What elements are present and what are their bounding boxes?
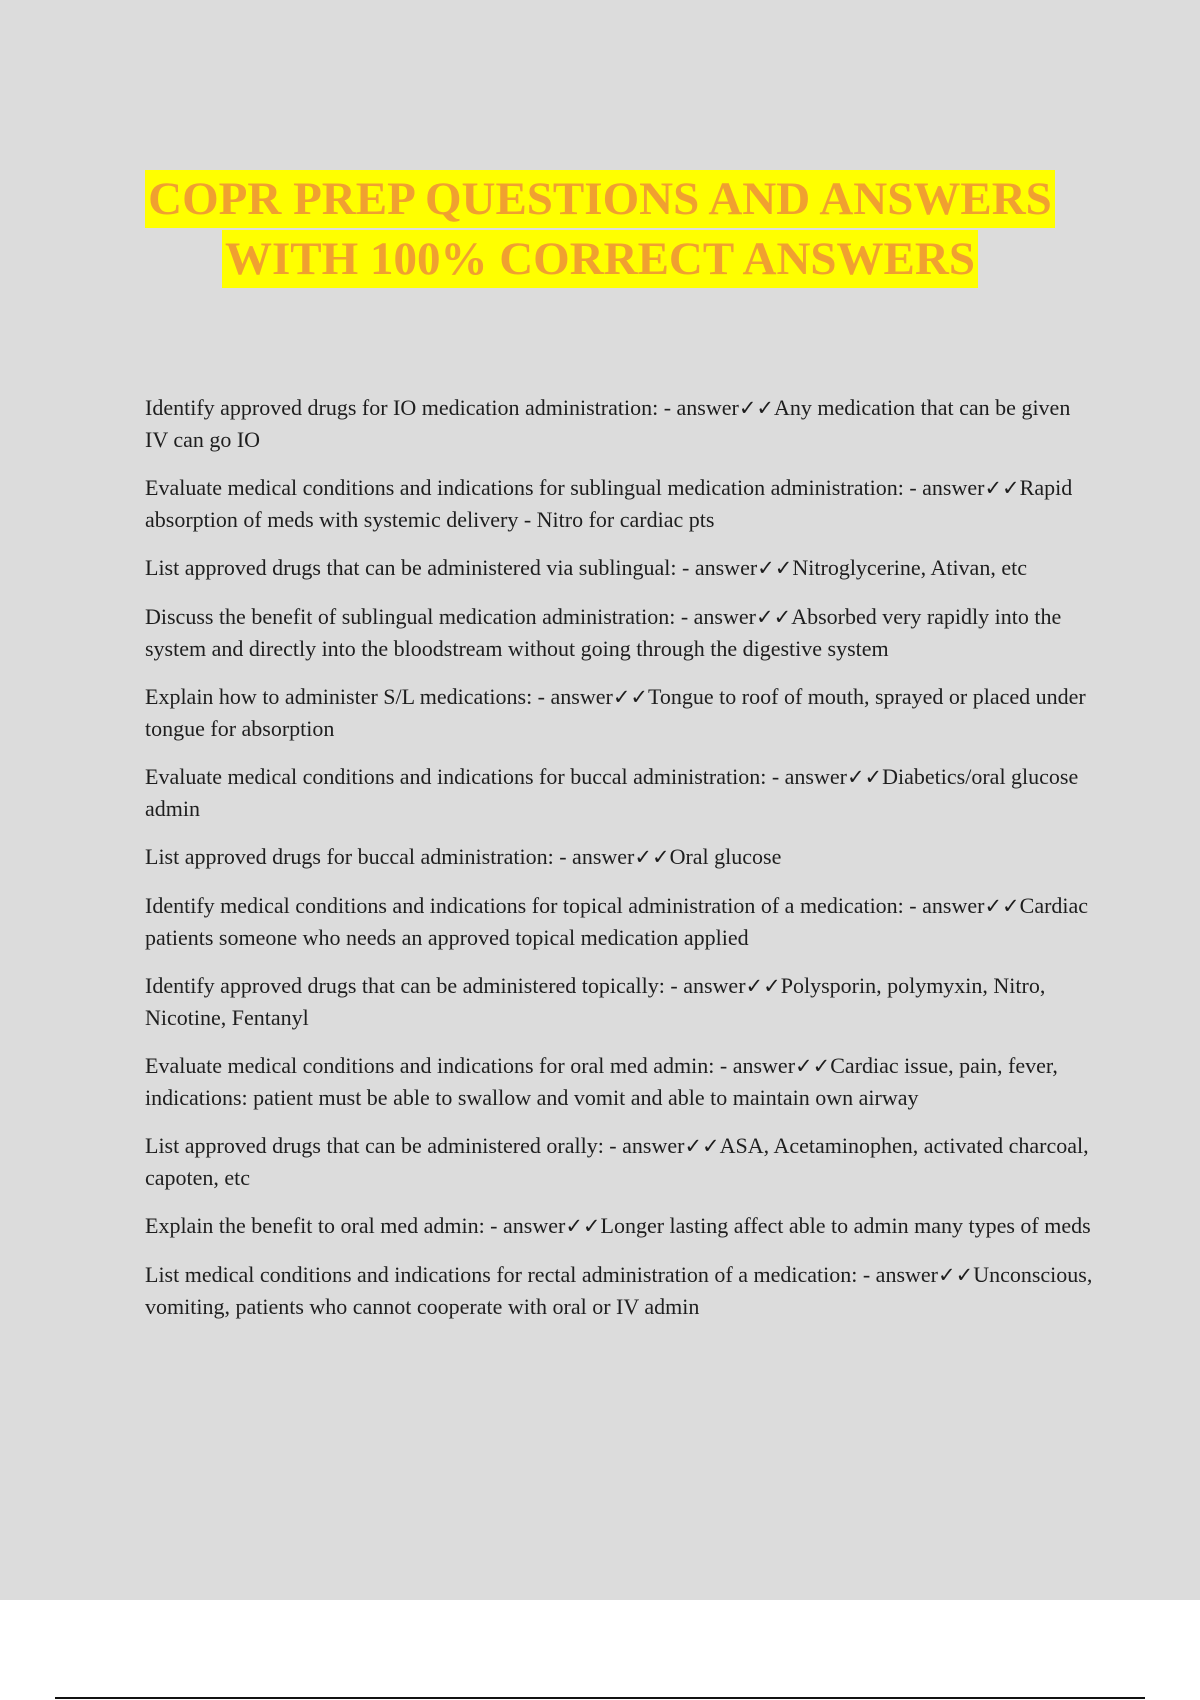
qa-item: [145, 1259, 1095, 1322]
qa-question: Identify medical conditions and indications for topical administration of a medication: - answer: [145, 893, 985, 918]
check-mark-icon: ✓✓: [738, 396, 775, 420]
qa-item: [145, 552, 1095, 584]
page-divider: [55, 1697, 1145, 1699]
qa-question: Identify approved drugs that can be administered topically: - answer: [145, 973, 746, 998]
title-line-1-wrap: [0, 170, 1200, 230]
qa-answer: Oral glucose: [669, 844, 782, 869]
check-mark-icon: ✓✓: [745, 974, 781, 998]
qa-answer: Longer lasting affect able to admin many types of meds: [600, 1213, 1091, 1238]
check-mark-icon: ✓✓: [938, 1263, 974, 1287]
title-line-1: COPR PREP QUESTIONS AND ANSWERS: [145, 170, 1055, 228]
qa-answer: ASA, Acetaminophen, activated charcoal, capoten, etc: [145, 1133, 1089, 1190]
qa-question: Evaluate medical conditions and indications for oral med admin: - answer: [145, 1053, 796, 1078]
qa-question: Evaluate medical conditions and indications for sublingual medication administration: - answer: [145, 475, 985, 500]
qa-item: [145, 761, 1095, 824]
qa-question: Discuss the benefit of sublingual medication administration: - answer: [145, 604, 756, 629]
qa-item: [145, 841, 1095, 873]
qa-item: [145, 890, 1095, 953]
qa-question: List approved drugs for buccal administration: - answer: [145, 844, 635, 869]
qa-answer: Unconscious, vomiting, patients who cannot cooperate with oral or IV admin: [145, 1262, 1093, 1319]
qa-item: [145, 970, 1095, 1033]
qa-answer: Nitroglycerine, Ativan, etc: [792, 555, 1027, 580]
qa-item: [145, 601, 1095, 664]
qa-item: [145, 1210, 1095, 1242]
qa-list: [145, 392, 1095, 1339]
check-mark-icon: ✓✓: [612, 685, 649, 709]
check-mark-icon: ✓✓: [846, 765, 883, 789]
qa-answer: Absorbed very rapidly into the system and directly into the bloodstream without going through the digestive system: [145, 604, 1062, 661]
qa-question: List approved drugs that can be administered orally: - answer: [145, 1133, 685, 1158]
qa-answer: Diabetics/oral glucose admin: [145, 764, 1079, 821]
check-mark-icon: ✓✓: [984, 894, 1020, 918]
qa-question: List medical conditions and indications for rectal administration of a medication: - answer: [145, 1262, 938, 1287]
check-mark-icon: ✓✓: [984, 476, 1020, 500]
document-title: [0, 170, 1200, 290]
qa-item: [145, 472, 1095, 535]
title-line-2: WITH 100% CORRECT ANSWERS: [222, 230, 978, 288]
qa-question: List approved drugs that can be administered via sublingual: - answer: [145, 555, 758, 580]
qa-answer: Cardiac issue, pain, fever, indications: patient must be able to swallow and vomit and able to maintain own airway: [145, 1053, 1058, 1110]
qa-item: [145, 681, 1095, 744]
qa-answer: Rapid absorption of meds with systemic delivery - Nitro for cardiac pts: [145, 475, 1073, 532]
qa-question: Explain the benefit to oral med admin: - answer: [145, 1213, 566, 1238]
qa-question: Evaluate medical conditions and indications for buccal administration: - answer: [145, 764, 847, 789]
qa-answer: Cardiac patients someone who needs an approved topical medication applied: [145, 893, 1089, 950]
check-mark-icon: ✓✓: [565, 1214, 601, 1238]
check-mark-icon: ✓✓: [684, 1134, 720, 1158]
check-mark-icon: ✓✓: [795, 1054, 831, 1078]
title-line-2-wrap: [0, 230, 1200, 290]
qa-item: [145, 1050, 1095, 1113]
qa-question: Explain how to administer S/L medications: - answer: [145, 684, 613, 709]
check-mark-icon: ✓✓: [757, 556, 793, 580]
qa-answer: Tongue to roof of mouth, sprayed or placed under tongue for absorption: [145, 684, 1086, 741]
qa-question: Identify approved drugs for IO medication administration: - answer: [145, 395, 739, 420]
check-mark-icon: ✓✓: [755, 605, 792, 629]
qa-item: [145, 1130, 1095, 1193]
qa-answer: Polysporin, polymyxin, Nitro, Nicotine, Fentanyl: [145, 973, 1046, 1030]
qa-item: [145, 392, 1095, 455]
check-mark-icon: ✓✓: [634, 845, 670, 869]
qa-answer: Any medication that can be given IV can go IO: [145, 395, 1071, 452]
